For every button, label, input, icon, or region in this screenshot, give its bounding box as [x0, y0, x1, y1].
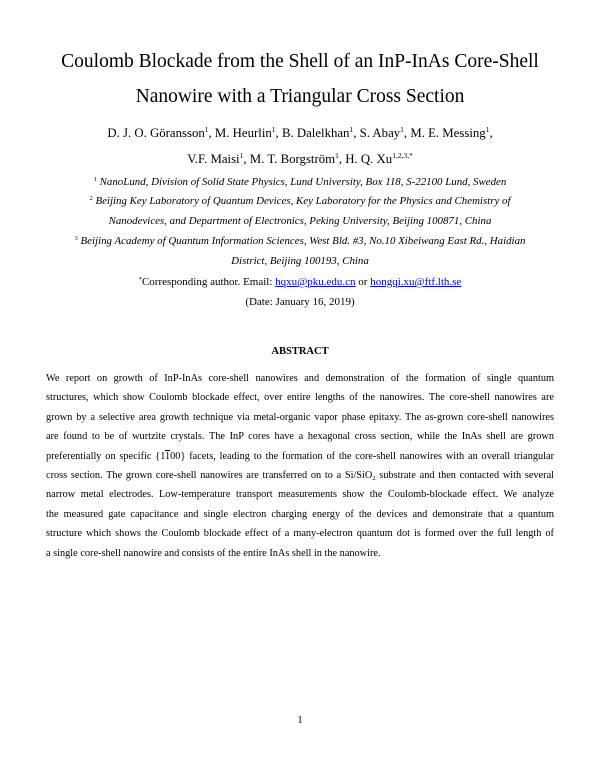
affiliation-1 — [30, 177, 570, 188]
author-separator: , — [353, 126, 360, 140]
page-number: 1 — [297, 715, 303, 726]
abstract-line: narrow metal electrodes. Low-temperature transport measurements show the Coulomb-blockade effect. We analyze — [46, 489, 554, 501]
affiliation-3-line-2: District, Beijing 100193, China — [231, 255, 369, 267]
author-affiliation-mark: 1 — [271, 125, 276, 134]
author-name: H. Q. Xu — [345, 152, 393, 166]
affiliation-text: Beijing Key Laboratory of Quantum Devices, Key Laboratory for the Physics and Chemistry of — [95, 195, 511, 207]
miller-index-overbar: 1 — [164, 450, 171, 462]
author-affiliation-mark: 1 — [204, 125, 209, 134]
affiliation-3-line-1 — [30, 236, 570, 247]
author-affiliation-mark: 1 — [400, 125, 404, 134]
paper-title-line-1: Coulomb Blockade from the Shell of an InP-InAs Core-Shell — [61, 51, 539, 72]
abstract-line — [46, 466, 554, 485]
affiliation-number: 3 — [74, 235, 78, 242]
abstract-line: structures, which show Coulomb blockade effect, over entire lengths of the nanowires. The core-shell nanowires are — [46, 392, 554, 404]
author-affiliation-mark: 1 — [349, 125, 354, 134]
author-list-line-1 — [30, 127, 570, 140]
corresponding-or: or — [355, 276, 371, 288]
abstract-line: structure which shows the Coulomb blockade effect of a many-electron quantum dot is formed over the full length of — [46, 528, 554, 540]
abstract-text: 00} facets, leading to the formation of the core-shell nanowires with an overall triangular — [170, 450, 555, 462]
affiliation-number: 1 — [93, 176, 97, 183]
abstract-line: We report on growth of InP-InAs core-shell nanowires and demonstration of the formation of single quantum — [46, 373, 554, 384]
affiliation-text: NanoLund, Division of Solid State Physics, Lund University, Box 118, S-22100 Lund, Sweden — [99, 176, 507, 188]
author-name: D. J. O. Göransson — [107, 126, 205, 140]
abstract-text: substrate and then contacted with several — [375, 469, 554, 481]
author-name: S. Abay — [359, 126, 401, 140]
abstract-line: a single core-shell nanowire and consists of the entire InAs shell in the nanowire. — [46, 547, 381, 559]
affiliation-text: Beijing Academy of Quantum Information Sciences, West Bld. #3, No.10 Xibeiwang East Rd., Haidian — [80, 235, 526, 247]
corresponding-text: Corresponding author. Email: — [141, 276, 276, 288]
affiliation-2-line-1 — [30, 196, 570, 207]
author-name: B. Dalelkhan — [281, 126, 350, 140]
author-separator: , — [489, 126, 493, 140]
affiliation-number: 2 — [89, 195, 93, 202]
corresponding-star: * — [138, 276, 142, 283]
author-name: M. Heurlin — [214, 126, 272, 140]
email-link-pku[interactable]: hqxu@pku.edu.cn — [275, 276, 356, 288]
author-affiliation-mark: 1 — [335, 151, 339, 160]
author-name: M. T. Borgström — [249, 152, 336, 166]
author-name: M. E. Messing — [410, 126, 486, 140]
author-affiliation-mark: 1 — [485, 125, 490, 134]
author-separator: , — [403, 126, 411, 140]
affiliation-2-line-2: Nanodevices, and Department of Electronics, Peking University, Beijing 100871, China — [108, 215, 492, 227]
corresponding-author — [30, 277, 570, 288]
paper-date: (Date: January 16, 2019) — [245, 296, 355, 308]
abstract-line: are found to be of wurtzite crystals. The InP cores have a hexagonal cross section, while the InAs shell are grown — [46, 431, 554, 443]
paper-title-line-2: Nanowire with a Triangular Cross Section — [135, 86, 465, 107]
email-link-lth[interactable]: hongqi.xu@ftf.lth.se — [370, 276, 462, 288]
abstract-line — [46, 447, 554, 466]
abstract-line: the measured gate capacitance and single electron charging energy of the devices and demonstrate that a quantum — [46, 508, 554, 520]
author-affiliation-mark: 1,2,3,* — [392, 151, 413, 160]
author-separator: , — [243, 152, 250, 166]
author-affiliation-mark: 1 — [239, 151, 244, 160]
abstract-text: preferentially on specific {1 — [46, 450, 165, 462]
subscript: 2 — [372, 474, 376, 482]
author-name: V.F. Maisi — [187, 152, 240, 166]
abstract-line: grown by a selective area growth technique via metal-organic vapor phase epitaxy. The as-grown core-shell nanowires — [46, 411, 554, 423]
author-separator: , — [338, 152, 346, 166]
abstract-heading: ABSTRACT — [271, 346, 329, 357]
abstract-body — [46, 369, 554, 563]
author-separator: , — [275, 126, 282, 140]
author-list-line-2 — [30, 153, 570, 166]
abstract-text: cross section. The grown core-shell nanowires are transferred on to a Si/SiO — [46, 469, 373, 481]
author-separator: , — [208, 126, 215, 140]
